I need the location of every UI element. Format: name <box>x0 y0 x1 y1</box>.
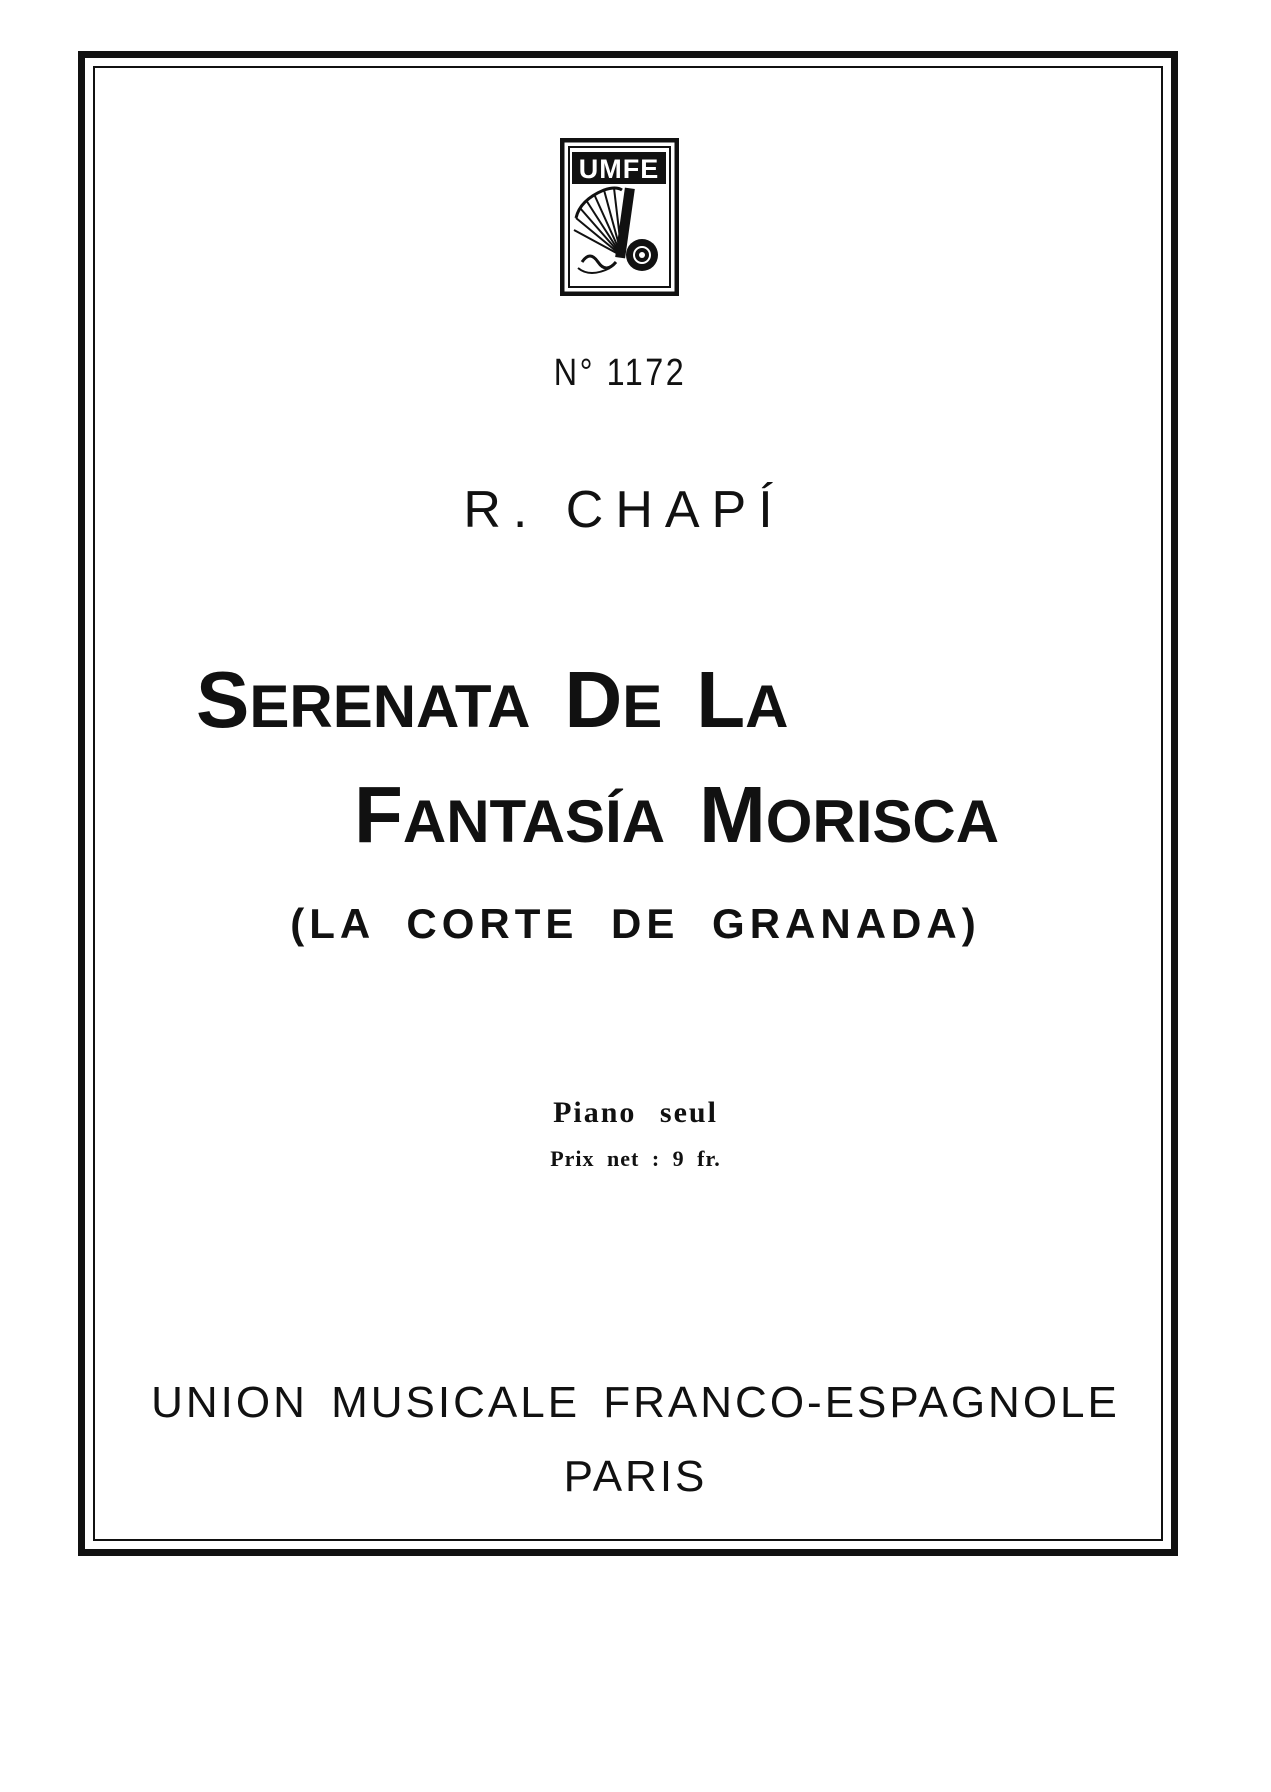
title-word: ERENATA <box>249 673 531 740</box>
title-word: A <box>745 673 789 740</box>
title-line-1 <box>196 655 789 744</box>
title-initial: M <box>699 770 766 859</box>
publisher-name: UNION MUSICALE FRANCO-ESPAGNOLE <box>151 1378 1120 1427</box>
publisher-city: PARIS <box>563 1452 708 1501</box>
title-word: ANTASÍA <box>402 788 666 855</box>
instrumentation: Piano seul <box>553 1096 718 1129</box>
title-initial: D <box>564 655 623 744</box>
title-initial: F <box>354 770 403 859</box>
svg-text:UMFE: UMFE <box>578 154 660 184</box>
composer-name: R. CHAPÍ <box>463 481 785 539</box>
publisher-logo <box>560 138 679 296</box>
title-line-2 <box>354 770 1000 859</box>
price: Prix net : 9 fr. <box>550 1146 721 1171</box>
title-word: ORISCA <box>765 788 1000 855</box>
title-initial: L <box>696 655 746 744</box>
subtitle: (LA CORTE DE GRANADA) <box>290 900 981 947</box>
catalog-number: N° 1172 <box>553 352 687 394</box>
title-initial: S <box>196 655 250 744</box>
title-word: E <box>622 673 663 740</box>
